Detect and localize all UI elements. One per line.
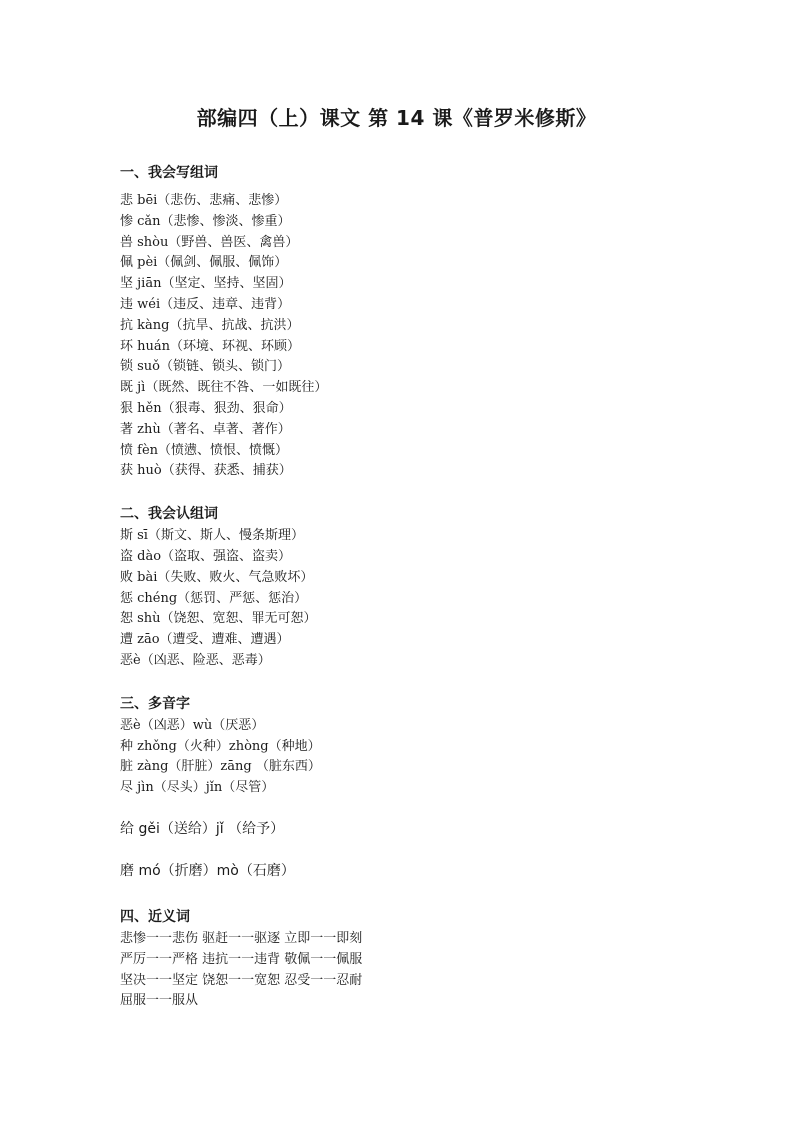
polyphone-item: 恶è（凶恶）wù（厌恶） xyxy=(120,717,265,733)
section-heading-synonyms: 四、近义词 xyxy=(120,908,190,925)
write-item: 悲 bēi（悲伤、悲痛、悲惨） xyxy=(120,193,288,208)
recognize-word-list xyxy=(120,526,720,672)
section-heading-polyphone: 三、多音字 xyxy=(120,695,190,712)
recognize-item: 惩 chéng（惩罚、严惩、惩治） xyxy=(120,590,308,606)
polyphone-item: 脏 zàng（肝脏）zāng （脏东西） xyxy=(120,759,321,775)
polyphone-list xyxy=(120,716,720,799)
recognize-item: 遭 zāo（遭受、遭难、遭遇） xyxy=(120,632,290,648)
write-item: 兽 shòu（野兽、兽医、禽兽） xyxy=(120,234,299,250)
write-item: 抗 kàng（抗旱、抗战、抗洪） xyxy=(120,317,300,333)
write-item: 锁 suǒ（锁链、锁头、锁门） xyxy=(120,359,291,375)
recognize-item: 恶è（凶恶、险恶、恶毒） xyxy=(120,652,271,668)
write-word-list xyxy=(120,191,720,482)
synonym-row: 坚决一一坚定 饶恕一一宽恕 忍受一一忍耐 xyxy=(120,972,363,988)
write-item: 佩 pèi（佩剑、佩服、佩饰） xyxy=(120,255,288,271)
write-item: 惨 cǎn（悲惨、惨淡、惨重） xyxy=(120,213,291,229)
write-item: 既 jì（既然、既往不咎、一如既往） xyxy=(120,380,328,396)
polyphone-item: 尽 jìn（尽头）jǐn（尽管） xyxy=(120,780,275,796)
section-heading-recognize: 二、我会认组词 xyxy=(120,506,218,523)
write-item: 环 huán（环境、环视、环顾） xyxy=(120,338,301,354)
write-item: 狠 hěn（狠毒、狠劲、狠命） xyxy=(120,400,292,416)
synonym-row: 悲惨一一悲伤 驱赶一一驱逐 立即一一即刻 xyxy=(120,930,363,946)
polyphone-item: 种 zhǒng（火种）zhòng（种地） xyxy=(120,738,321,754)
synonym-list xyxy=(120,929,720,1012)
recognize-item: 斯 sī（斯文、斯人、慢条斯理） xyxy=(120,528,304,544)
section-heading-write: 一、我会写组词 xyxy=(120,165,218,181)
write-item: 违 wéi（违反、违章、违背） xyxy=(120,296,291,312)
polyphone-extra-item: 给 gěi（送给）jǐ （给予） xyxy=(120,820,285,837)
recognize-item: 败 bài（失败、败火、气急败坏） xyxy=(120,569,314,585)
write-item: 愤 fèn（愤懑、愤恨、愤慨） xyxy=(120,442,289,458)
write-item: 获 huò（获得、获悉、捕获） xyxy=(120,463,292,479)
recognize-item: 恕 shù（饶恕、宽恕、罪无可恕） xyxy=(120,611,317,627)
write-item: 著 zhù（著名、卓著、著作） xyxy=(120,421,291,437)
page-title: 部编四（上）课文 第 14 课《普罗米修斯》 xyxy=(196,106,597,130)
synonym-row: 屈服一一服从 xyxy=(120,993,199,1009)
synonym-row: 严厉一一严格 违抗一一违背 敬佩一一佩服 xyxy=(120,951,363,967)
document-body xyxy=(120,161,720,1012)
recognize-item: 盗 dào（盗取、强盗、盗卖） xyxy=(120,548,292,564)
polyphone-extra-item: 磨 mó（折磨）mò（石磨） xyxy=(120,862,295,879)
write-item: 坚 jiān（坚定、坚持、坚固） xyxy=(120,276,292,292)
